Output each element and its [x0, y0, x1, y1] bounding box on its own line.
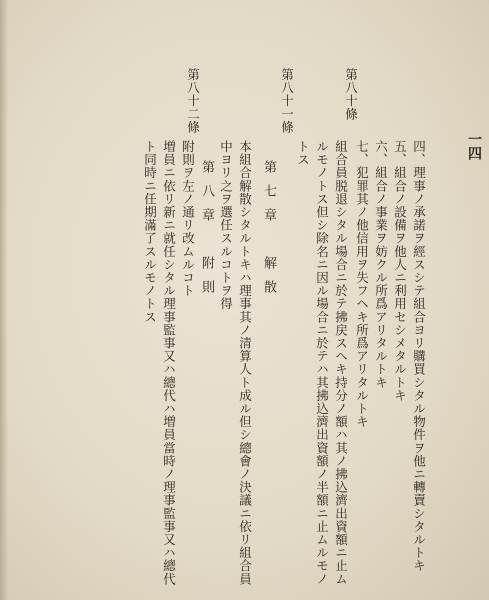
page-number: 一四: [466, 132, 482, 160]
chapter-7-heading: 第七章 解散: [261, 160, 276, 304]
article-80-text-line-3: トス: [295, 140, 311, 167]
article-81-text-line-1: 本組合解散シタルトキハ理事其ノ清算人ト成ル但シ總會ノ決議ニ依リ組合員: [237, 140, 253, 586]
article-82-text-line-3: ト同時ニ任期滿了スルモノトス: [142, 140, 158, 324]
text-line-item-6: 六、組合ノ事業ヲ妨クル所爲アリタルトキ: [373, 140, 389, 389]
article-80-label: 第八十條: [343, 68, 359, 121]
article-80-text-line-2: ルモノトス但シ除名ニ因ル場合ニ於テハ其拂込濟出資額ノ半額ニ止ムルモノ: [314, 140, 330, 586]
text-line-item-4: 四、理事ノ承諾ヲ經スシテ組合ヨリ購買シタル物件ヲ他ニ轉賣シタルトキ: [411, 140, 427, 573]
article-82-label: 第八十二條: [185, 68, 201, 134]
article-81-text-line-2: 中ヨリ之ヲ選任スルコトヲ得: [218, 140, 234, 311]
article-81-label: 第八十一條: [279, 68, 295, 134]
article-82-text-line-2: 増員ニ依リ新ニ就任シタル理事監事又ハ總代ハ増員當時ノ理事監事又ハ總代: [161, 140, 177, 586]
text-line-item-5: 五、組合ノ設備ヲ他人ニ利用セシメタルトキ: [392, 140, 408, 402]
article-80-text-line-1: 組合員脱退シタル場合ニ於テ拂戻スヘキ持分ノ額ハ其ノ拂込濟出資額ニ止ム: [333, 140, 349, 586]
text-line-item-7: 七、犯罪其ノ他信用ヲ失フヘキ所爲アリタルトキ: [354, 140, 370, 429]
article-82-text-line-1: 附則ヲ左ノ通リ改ムルコト: [180, 140, 196, 298]
chapter-8-heading: 第八章 附則: [199, 160, 214, 304]
